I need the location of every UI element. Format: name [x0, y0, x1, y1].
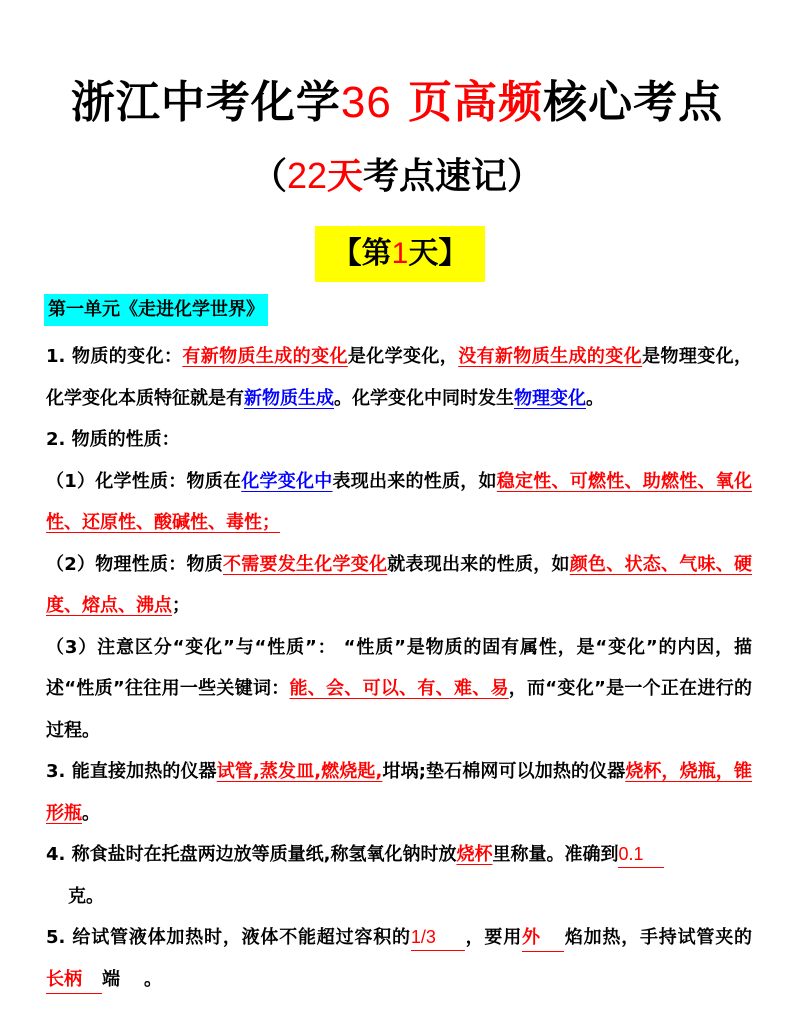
text: 。: [82, 802, 100, 824]
text: 4. 称食盐时在托盘两边放等质量纸,称氢氧化钠时放: [46, 844, 457, 865]
day-label: [315, 226, 485, 282]
text: 就表现出来的性质，如: [387, 553, 570, 575]
key-term: 烧杯: [456, 844, 493, 865]
point-3-heating-instruments: [46, 751, 752, 834]
point-2-3-note: [46, 627, 752, 752]
page-title: [0, 66, 794, 130]
point-5-test-tube-heating: [46, 917, 752, 1000]
text: 。化学变化中同时发生: [334, 387, 514, 409]
subtitle-day: 天: [327, 156, 364, 197]
key-term: 烧杯，烧瓶，锥形瓶: [46, 761, 753, 824]
key-term: 新物质生成: [244, 387, 334, 409]
point-2-matter-properties: 2. 物质的性质：: [46, 429, 180, 450]
key-term: 物理变化: [514, 387, 586, 409]
text: 端: [102, 968, 120, 990]
point-1-matter-change: [46, 336, 752, 419]
text: ，要用: [464, 927, 523, 948]
subtitle-open-paren: （: [250, 156, 287, 197]
key-term: 颜色、状态、气味、硬度、熔点、沸点: [46, 553, 753, 616]
title-number: 36: [340, 78, 392, 127]
text: 是化学变化，: [347, 346, 459, 367]
subtitle-close-paren: ）: [507, 156, 544, 197]
subtitle-rest: 考点速记: [363, 156, 508, 197]
point-2-1-chemical-property: [46, 461, 752, 544]
text: （3）注意区分“变化”与“性质”： “性质”是物质的固有属性，是“变化”的内因，描述“性质”往往用一些关键词：: [46, 636, 752, 699]
key-term: 有新物质生成的变化: [182, 346, 348, 367]
answer-blank: 1/3: [411, 924, 465, 951]
text: ，而“变化”是一个正在进行的过程。: [46, 678, 752, 741]
text: （2）物理性质：物质: [46, 553, 224, 575]
text: 里称量。准确到: [492, 844, 619, 865]
text: 克。: [68, 885, 104, 907]
text: 。: [586, 387, 604, 409]
answer-blank: 外: [522, 925, 564, 952]
key-term: 不需要发生化学变化: [223, 553, 388, 575]
key-term: 化学变化中: [241, 470, 333, 492]
day-label-number: 1: [391, 237, 409, 270]
title-part1: 浙江中考化学: [70, 77, 341, 128]
subtitle-number: 22: [286, 155, 327, 196]
unit-heading: 第一单元《走进化学世界》: [44, 294, 268, 326]
key-term: 试管,蒸发皿,燃烧匙,: [216, 761, 383, 782]
point-4-weighing: [46, 834, 752, 917]
text: 坩埚;垫石棉网可以加热的仪器: [382, 761, 626, 782]
answer-blank: 长柄: [46, 967, 102, 994]
day-label-open: 【第: [331, 236, 392, 271]
answer-blank: 0.1: [618, 841, 664, 868]
key-term: 没有新物质生成的变化: [458, 346, 643, 367]
point-2-2-physical-property: [46, 544, 752, 627]
day-label-close: 天】: [408, 236, 469, 271]
text: 3. 能直接加热的仪器: [46, 761, 217, 782]
text: ；: [172, 595, 190, 616]
text: （1）化学性质：物质在: [46, 470, 242, 492]
key-term: 能、会、可以、有、难、易: [289, 678, 509, 699]
text: 是物理变化，化学变化本质特征就是有: [46, 346, 753, 409]
text: 5. 给试管液体加热时，液体不能超过容积的: [46, 927, 411, 948]
subtitle: [0, 148, 794, 199]
text: 焰加热，手持试管夹的: [564, 927, 753, 948]
content-body: [46, 336, 752, 1000]
text: 1. 物质的变化：: [46, 346, 183, 367]
key-term: 稳定性、可燃性、助燃性、氧化性、还原性、酸碱性、毒性；: [46, 470, 753, 533]
text: 表现出来的性质，如: [332, 470, 497, 492]
title-highlight: 页高频: [408, 77, 544, 128]
title-part4: 核心考点: [543, 77, 724, 128]
text: 。: [144, 968, 162, 990]
